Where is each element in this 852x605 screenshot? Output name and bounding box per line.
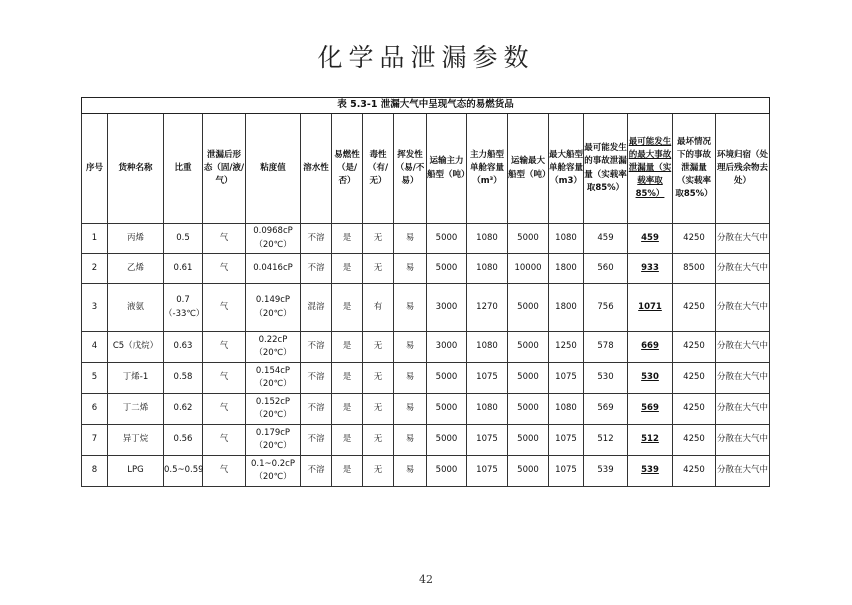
table-cell: 是: [332, 284, 363, 332]
table-row: [82, 456, 770, 487]
table-cell: 0.1~0.2cP（20℃）: [246, 456, 301, 487]
table-cell: 分散在大气中: [716, 224, 770, 254]
table-cell: 5000: [508, 363, 549, 394]
column-header: 最可能发生的事故泄漏量（实载率取85%）: [584, 114, 628, 224]
table-cell: 易: [394, 456, 427, 487]
table-cell: 0.61: [164, 254, 203, 284]
table-cell: 气: [203, 425, 246, 456]
column-header: 环境归宿（处理后残余物去处）: [716, 114, 770, 224]
table-cell: 易: [394, 224, 427, 254]
table-cell: 1080: [467, 224, 508, 254]
column-header: 最坏情况下的事故泄漏量（实载率取85%）: [673, 114, 716, 224]
table-cell: 5000: [427, 254, 467, 284]
table-cell: 1071: [628, 284, 673, 332]
table-cell: 4250: [673, 332, 716, 363]
table-cell: 是: [332, 363, 363, 394]
table-cell: 气: [203, 254, 246, 284]
table-row: [82, 425, 770, 456]
table-cell: 4250: [673, 363, 716, 394]
chemical-leak-table: [81, 97, 770, 487]
column-header: 溶水性: [301, 114, 332, 224]
table-row: [82, 332, 770, 363]
table-cell: 易: [394, 363, 427, 394]
table-cell: 不溶: [301, 456, 332, 487]
table-cell: 1075: [467, 363, 508, 394]
column-header: 运输最大船型（吨）: [508, 114, 549, 224]
table-cell: 539: [628, 456, 673, 487]
table-cell: 10000: [508, 254, 549, 284]
table-cell: 5000: [427, 363, 467, 394]
table-cell: 0.58: [164, 363, 203, 394]
column-header: 最大船型单舱容量（m3）: [549, 114, 584, 224]
table-cell: 4250: [673, 425, 716, 456]
table-cell: 1080: [467, 394, 508, 425]
table-cell: 气: [203, 394, 246, 425]
table-cell: 易: [394, 425, 427, 456]
table-container: [81, 97, 769, 487]
table-row: [82, 284, 770, 332]
table-cell: 459: [628, 224, 673, 254]
table-cell: 不溶: [301, 224, 332, 254]
table-cell: 1075: [467, 456, 508, 487]
table-cell: 1: [82, 224, 108, 254]
table-cell: 分散在大气中: [716, 456, 770, 487]
table-cell: 3000: [427, 332, 467, 363]
table-cell: 5000: [427, 394, 467, 425]
table-cell: 不溶: [301, 254, 332, 284]
table-row: [82, 363, 770, 394]
table-cell: 8500: [673, 254, 716, 284]
table-cell: 无: [363, 254, 394, 284]
header-row: [82, 114, 770, 224]
column-header: 易燃性（是/否）: [332, 114, 363, 224]
table-cell: 气: [203, 224, 246, 254]
table-cell: 0.0968cP（20℃）: [246, 224, 301, 254]
table-cell: 530: [584, 363, 628, 394]
column-header: 泄漏后形态（固/液/气）: [203, 114, 246, 224]
caption-row: [82, 98, 770, 114]
column-header: 比重: [164, 114, 203, 224]
table-cell: 0.56: [164, 425, 203, 456]
table-cell: 4: [82, 332, 108, 363]
table-cell: 1250: [549, 332, 584, 363]
table-cell: 5000: [508, 332, 549, 363]
table-cell: 易: [394, 284, 427, 332]
table-cell: 异丁烷: [108, 425, 164, 456]
table-cell: 1800: [549, 254, 584, 284]
table-row: [82, 394, 770, 425]
table-cell: 7: [82, 425, 108, 456]
table-cell: 6: [82, 394, 108, 425]
table-cell: 5000: [508, 224, 549, 254]
table-cell: 无: [363, 394, 394, 425]
table-cell: 5000: [427, 224, 467, 254]
table-cell: 0.149cP（20℃）: [246, 284, 301, 332]
table-cell: 不溶: [301, 332, 332, 363]
table-cell: 是: [332, 425, 363, 456]
table-cell: 669: [628, 332, 673, 363]
table-cell: 分散在大气中: [716, 394, 770, 425]
table-cell: 分散在大气中: [716, 254, 770, 284]
column-header: 挥发性（易/不易）: [394, 114, 427, 224]
column-header: 粘度值: [246, 114, 301, 224]
table-cell: 1075: [549, 363, 584, 394]
table-cell: 1080: [549, 394, 584, 425]
table-cell: 8: [82, 456, 108, 487]
table-cell: 5000: [427, 425, 467, 456]
table-cell: 不溶: [301, 394, 332, 425]
table-cell: 气: [203, 456, 246, 487]
table-cell: 5000: [508, 456, 549, 487]
column-header: 最可能发生的最大事故泄漏量（实载率取85%）: [628, 114, 673, 224]
column-header: 主力船型单舱容量（m³）: [467, 114, 508, 224]
table-cell: 1080: [549, 224, 584, 254]
table-cell: 是: [332, 254, 363, 284]
table-cell: 乙烯: [108, 254, 164, 284]
table-cell: 无: [363, 224, 394, 254]
table-cell: 0.0416cP: [246, 254, 301, 284]
table-cell: 丁烯-1: [108, 363, 164, 394]
table-cell: 气: [203, 284, 246, 332]
table-cell: 0.62: [164, 394, 203, 425]
table-cell: 1080: [467, 332, 508, 363]
table-cell: 578: [584, 332, 628, 363]
table-cell: 易: [394, 254, 427, 284]
table-cell: C5（戊烷）: [108, 332, 164, 363]
table-cell: 933: [628, 254, 673, 284]
table-cell: 530: [628, 363, 673, 394]
table-cell: 459: [584, 224, 628, 254]
table-cell: 5000: [508, 425, 549, 456]
table-cell: 液氨: [108, 284, 164, 332]
table-cell: 易: [394, 394, 427, 425]
table-cell: 气: [203, 363, 246, 394]
table-cell: 分散在大气中: [716, 363, 770, 394]
table-cell: 无: [363, 363, 394, 394]
table-cell: 无: [363, 332, 394, 363]
table-cell: 569: [628, 394, 673, 425]
table-cell: 无: [363, 425, 394, 456]
table-cell: 2: [82, 254, 108, 284]
table-cell: 0.5~0.59: [164, 456, 203, 487]
table-cell: 分散在大气中: [716, 425, 770, 456]
table-cell: 丁二烯: [108, 394, 164, 425]
table-cell: 512: [584, 425, 628, 456]
column-header: 货种名称: [108, 114, 164, 224]
table-cell: 气: [203, 332, 246, 363]
table-cell: 5000: [427, 456, 467, 487]
table-cell: 1800: [549, 284, 584, 332]
column-header: 运输主力船型（吨）: [427, 114, 467, 224]
table-cell: 无: [363, 456, 394, 487]
table-cell: 4250: [673, 224, 716, 254]
table-cell: 混溶: [301, 284, 332, 332]
table-cell: 1080: [467, 254, 508, 284]
table-cell: 有: [363, 284, 394, 332]
table-cell: 560: [584, 254, 628, 284]
page-number: 42: [419, 573, 433, 586]
table-cell: 0.179cP（20℃）: [246, 425, 301, 456]
table-cell: 4250: [673, 284, 716, 332]
table-cell: 569: [584, 394, 628, 425]
table-cell: 0.22cP（20℃）: [246, 332, 301, 363]
table-cell: 512: [628, 425, 673, 456]
table-cell: 1075: [549, 425, 584, 456]
table-caption: 表 5.3-1 泄漏大气中呈现气态的易燃货品: [82, 98, 770, 114]
table-cell: 4250: [673, 456, 716, 487]
table-cell: 756: [584, 284, 628, 332]
table-cell: 5000: [508, 394, 549, 425]
table-cell: 分散在大气中: [716, 284, 770, 332]
table-row: [82, 254, 770, 284]
table-cell: 是: [332, 394, 363, 425]
table-cell: 5: [82, 363, 108, 394]
table-row: [82, 224, 770, 254]
table-cell: 是: [332, 332, 363, 363]
table-cell: 0.7（-33℃）: [164, 284, 203, 332]
column-header: 序号: [82, 114, 108, 224]
table-cell: 易: [394, 332, 427, 363]
table-cell: 是: [332, 456, 363, 487]
table-cell: 1075: [549, 456, 584, 487]
table-cell: 不溶: [301, 425, 332, 456]
table-cell: 0.152cP（20℃）: [246, 394, 301, 425]
table-cell: LPG: [108, 456, 164, 487]
table-cell: 0.63: [164, 332, 203, 363]
table-cell: 是: [332, 224, 363, 254]
table-cell: 分散在大气中: [716, 332, 770, 363]
table-cell: 不溶: [301, 363, 332, 394]
table-cell: 1075: [467, 425, 508, 456]
table-cell: 4250: [673, 394, 716, 425]
table-cell: 5000: [508, 284, 549, 332]
table-cell: 0.154cP（20℃）: [246, 363, 301, 394]
table-cell: 539: [584, 456, 628, 487]
column-header: 毒性（有/无）: [363, 114, 394, 224]
table-cell: 3: [82, 284, 108, 332]
table-cell: 丙烯: [108, 224, 164, 254]
table-cell: 1270: [467, 284, 508, 332]
table-cell: 0.5: [164, 224, 203, 254]
table-cell: 3000: [427, 284, 467, 332]
page-title: 化学品泄漏参数: [317, 43, 535, 72]
